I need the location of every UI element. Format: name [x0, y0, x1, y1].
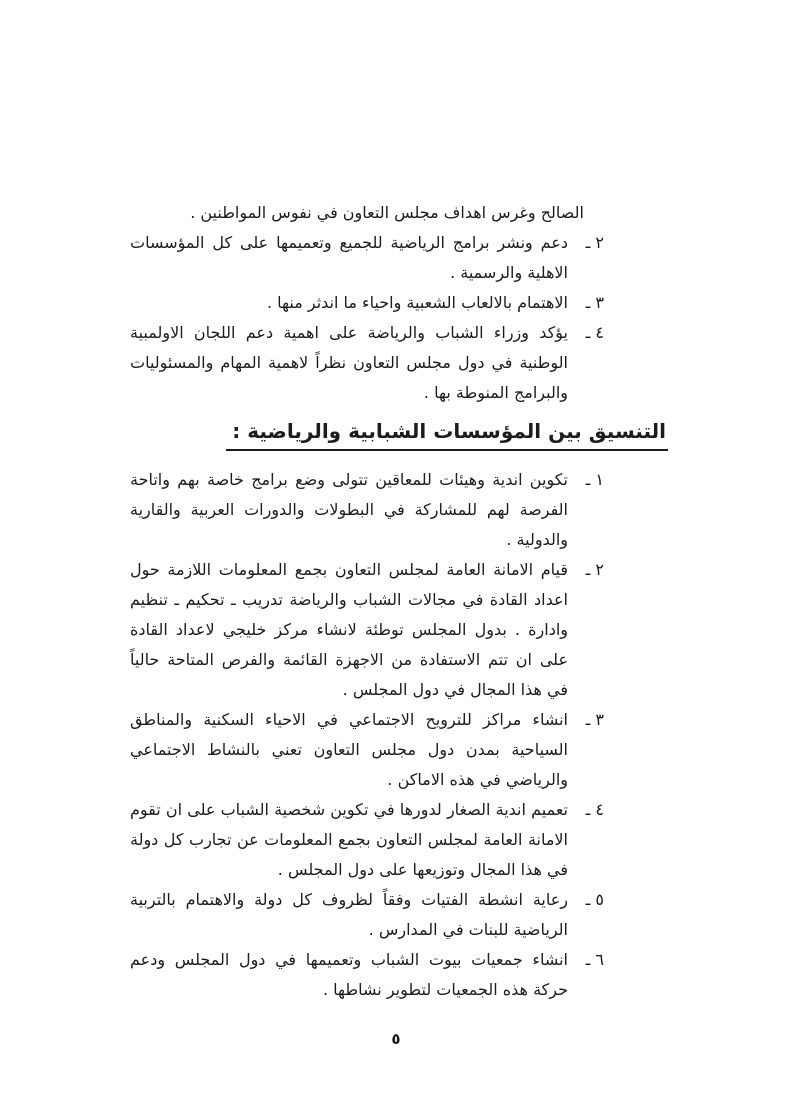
list2-item-4: [130, 795, 604, 885]
item-text: تعميم اندية الصغار لدورها في تكوين شخصية الشباب على ان تقوم الامانة العامة لمجلس التعاون بجمع المعلومات عن تجارب كل دولة في هذا المجال وتوزيعها على دول المجلس .: [130, 800, 568, 879]
list2-item-2: [130, 555, 604, 705]
item-marker: ٦ ـ: [585, 950, 604, 969]
item-marker: ٣ ـ: [585, 293, 604, 312]
item-marker: ١ ـ: [585, 470, 604, 489]
item-marker: ٣ ـ: [585, 710, 604, 729]
continuation-paragraph: الصالح وغرس اهداف مجلس التعاون في نفوس المواطنين .: [190, 203, 584, 222]
item-text: دعم ونشر برامج الرياضية للجميع وتعميمها على كل المؤسسات الاهلية والرسمية .: [130, 233, 568, 282]
list1-item-2: [130, 228, 604, 288]
list1-item-3: [130, 288, 604, 318]
item-marker: ٢ ـ: [585, 560, 604, 579]
item-marker: ٤ ـ: [585, 323, 604, 342]
item-marker: ٤ ـ: [585, 800, 604, 819]
list1-item-4: [130, 318, 604, 408]
page-content: [130, 198, 666, 1005]
item-text: انشاء مراكز للترويح الاجتماعي في الاحياء السكنية والمناطق السياحية بمدن دول مجلس التعاون تعني بالنشاط الاجتماعي والرياضي في هذه الاماكن .: [130, 710, 568, 789]
item-marker: ٢ ـ: [585, 233, 604, 252]
item-marker: ٥ ـ: [585, 890, 604, 909]
list2-item-5: [130, 885, 604, 945]
item-text: الاهتمام بالالعاب الشعبية واحياء ما اندثر منها .: [266, 293, 568, 312]
item-text: قيام الامانة العامة لمجلس التعاون بجمع المعلومات اللازمة حول اعداد القادة في مجالات الشباب والرياضة تدريب ـ تحكيم ـ تنظيم وادارة . بدول المجلس توطئة لانشاء مركز خليجي لاعداد القادة على ان تتم الاستفادة من الاجهزة القائمة والفرص المتاحة حالياً في هذا المجال في دول المجلس .: [130, 560, 568, 699]
list2-item-6: [130, 945, 604, 1005]
section-heading: التنسيق بين المؤسسات الشبابية والرياضية :: [226, 418, 668, 451]
item-text: تكوين اندية وهيئات للمعاقين تتولى وضع برامج خاصة بهم واتاحة الفرصة لهم للمشاركة في البطولات والدورات العربية والقارية والدولية .: [130, 470, 568, 549]
list2-item-3: [130, 705, 604, 795]
item-text: انشاء جمعيات بيوت الشباب وتعميمها في دول المجلس ودعم حركة هذه الجمعيات لتطوير نشاطها .: [130, 950, 568, 999]
item-text: رعاية انشطة الفتيات وفقاً لظروف كل دولة والاهتمام بالتربية الرياضية للبنات في المدارس .: [130, 890, 568, 939]
page-number: ٥: [391, 1030, 401, 1048]
list2-item-1: [130, 465, 604, 555]
item-text: يؤكد وزراء الشباب والرياضة على اهمية دعم اللجان الاولمبية الوطنية في دول مجلس التعاون نظراً لاهمية المهام والمسئوليات والبرامج المنوطة بها .: [130, 323, 568, 402]
